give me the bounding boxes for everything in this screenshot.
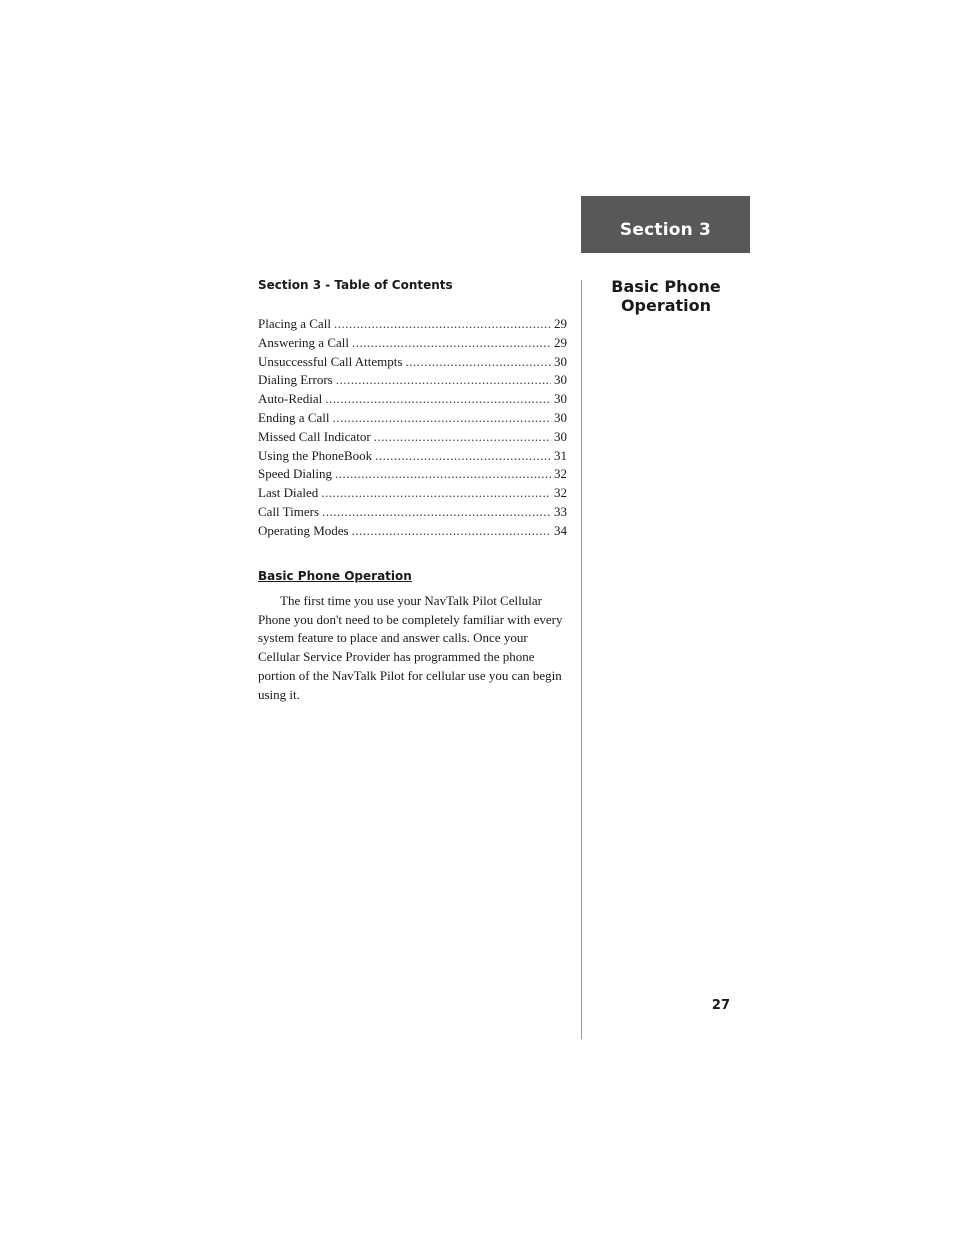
body-paragraph: The first time you use your NavTalk Pilot Cellular Phone you don't need to be completely familiar with every system feature to place and answer calls. Once your Cellular Service Provider has programmed the phone portion of the NavTalk Pilot for cellular use you can begin using it.: [258, 593, 563, 702]
toc-entry-label: Call Timers: [258, 503, 320, 519]
toc-heading: Section 3 - Table of Contents: [258, 278, 453, 292]
toc-entry-unsuccessful-call-attempts[interactable]: [258, 353, 567, 372]
toc-dot-leader: [333, 409, 552, 428]
toc-entry-label: Speed Dialing: [258, 466, 333, 482]
toc-entry-label: Placing a Call: [258, 316, 331, 331]
toc-entry-auto-redial[interactable]: [258, 390, 567, 409]
toc-dot-leader: [335, 465, 551, 484]
table-of-contents: [258, 315, 567, 541]
section-tab: [581, 196, 750, 253]
toc-entry-label: Missed Call Indicator: [258, 428, 371, 444]
toc-entry-call-timers[interactable]: [258, 503, 567, 522]
toc-dot-leader: [374, 428, 551, 447]
toc-entry-ending-a-call[interactable]: [258, 409, 567, 428]
toc-entry-page: 29: [554, 334, 567, 350]
toc-entry-answering-a-call[interactable]: [258, 334, 567, 353]
toc-dot-leader: [321, 484, 551, 503]
toc-dot-leader: [375, 447, 551, 466]
body-heading: Basic Phone Operation: [258, 569, 412, 583]
toc-entry-missed-call-indicator[interactable]: [258, 428, 567, 447]
toc-entry-label: Unsuccessful Call Attempts: [258, 353, 403, 369]
toc-dot-leader: [325, 390, 551, 409]
toc-entry-page: 30: [554, 353, 567, 369]
toc-dot-leader: [334, 315, 551, 334]
toc-entry-last-dialed[interactable]: [258, 484, 567, 503]
sidebar-title-line2: Operation: [620, 295, 712, 315]
sidebar-title: [582, 278, 750, 315]
toc-entry-page: 34: [554, 522, 567, 538]
toc-dot-leader: [352, 334, 551, 353]
toc-entry-page: 31: [554, 447, 567, 463]
toc-entry-label: Operating Modes: [258, 522, 349, 538]
column-divider: [581, 280, 582, 1039]
toc-entry-using-the-phonebook[interactable]: [258, 447, 567, 466]
toc-entry-label: Auto-Redial: [258, 391, 323, 407]
toc-entry-page: 30: [554, 409, 567, 425]
toc-entry-placing-a-call[interactable]: [258, 315, 567, 334]
toc-entry-page: 33: [554, 503, 567, 519]
toc-entry-page: 30: [554, 391, 567, 407]
page-number: 27: [711, 998, 730, 1013]
section-tab-label: Section 3: [619, 220, 712, 240]
toc-entry-page: 30: [554, 372, 567, 388]
toc-dot-leader: [405, 353, 551, 372]
toc-entry-page: 29: [554, 316, 567, 331]
sidebar-title-line1: Basic Phone: [611, 277, 721, 296]
toc-dot-leader: [336, 371, 551, 390]
toc-entry-operating-modes[interactable]: [258, 522, 567, 541]
toc-entry-label: Answering a Call: [258, 334, 349, 350]
toc-entry-dialing-errors[interactable]: [258, 371, 567, 390]
toc-dot-leader: [352, 522, 551, 541]
toc-dot-leader: [322, 503, 551, 522]
toc-entry-label: Ending a Call: [258, 409, 330, 425]
toc-entry-label: Last Dialed: [258, 485, 319, 501]
toc-entry-page: 32: [554, 466, 567, 482]
toc-entry-page: 30: [554, 428, 567, 444]
toc-entry-page: 32: [554, 485, 567, 501]
toc-entry-label: Using the PhoneBook: [258, 447, 373, 463]
toc-entry-speed-dialing[interactable]: [258, 465, 567, 484]
toc-entry-label: Dialing Errors: [258, 372, 333, 388]
